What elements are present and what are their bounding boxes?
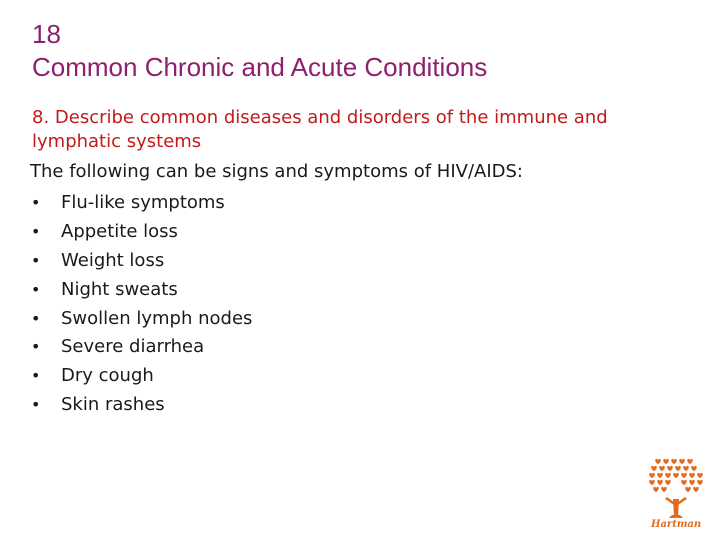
heart-shape (679, 459, 685, 464)
list-item (30, 332, 252, 361)
list-item (30, 246, 252, 275)
heart-shape (693, 487, 699, 492)
bullet-icon: • (31, 250, 41, 270)
heart-shape (659, 466, 665, 471)
heart-shape (697, 473, 703, 478)
bullet-icon: • (31, 192, 41, 212)
heart-shape (681, 473, 687, 478)
bullet-icon: • (31, 395, 41, 415)
heart-shape (691, 466, 697, 471)
heart-shape (657, 473, 663, 478)
heart-shape (675, 466, 681, 471)
bullet-icon: • (31, 308, 41, 328)
heart-shape (665, 473, 671, 478)
symptom-label: Dry cough (61, 365, 154, 387)
symptom-label: Swollen lymph nodes (61, 307, 253, 329)
heart-shape (689, 480, 695, 485)
bullet-icon: • (31, 366, 41, 386)
symptom-label: Night sweats (61, 278, 178, 300)
heart-shape (655, 459, 661, 464)
heart-shape (661, 487, 667, 492)
heart-shape (681, 480, 687, 485)
bullet-icon: • (31, 337, 41, 357)
heart-shape (685, 487, 691, 492)
chapter-header (32, 18, 487, 84)
heart-shape (657, 480, 663, 485)
heart-shape (649, 473, 655, 478)
list-item (30, 275, 252, 304)
heart-shape (673, 473, 679, 478)
list-item (30, 217, 252, 246)
intro-text: The following can be signs and symptoms of HIV/AIDS: (30, 161, 523, 182)
learning-objective: 8. Describe common diseases and disorders of the immune and lymphatic systems (32, 107, 608, 152)
chapter-title: Common Chronic and Acute Conditions (32, 52, 488, 82)
list-item (30, 304, 252, 333)
heart-shape (665, 480, 671, 485)
bullet-icon: • (31, 279, 41, 299)
heart-shape (687, 459, 693, 464)
chapter-number: 18 (32, 19, 61, 49)
heart-shape (649, 480, 655, 485)
heart-shape (683, 466, 689, 471)
symptom-label: Severe diarrhea (61, 336, 205, 358)
heart-shape (671, 459, 677, 464)
heart-shape (697, 480, 703, 485)
symptom-label: Appetite loss (61, 220, 178, 242)
list-item (30, 390, 252, 419)
symptom-label: Flu-like symptoms (61, 191, 225, 213)
heart-shape (689, 473, 695, 478)
list-item (30, 188, 252, 217)
heart-shape (663, 459, 669, 464)
bullet-icon: • (31, 221, 41, 241)
symptom-list (30, 188, 252, 419)
symptom-label: Weight loss (61, 249, 165, 271)
heart-shape (653, 487, 659, 492)
list-item (30, 361, 252, 390)
heart-shape (651, 466, 657, 471)
publisher-logo-text: Hartman (651, 519, 702, 530)
symptom-label: Skin rashes (61, 394, 165, 416)
heart-shape (667, 466, 673, 471)
